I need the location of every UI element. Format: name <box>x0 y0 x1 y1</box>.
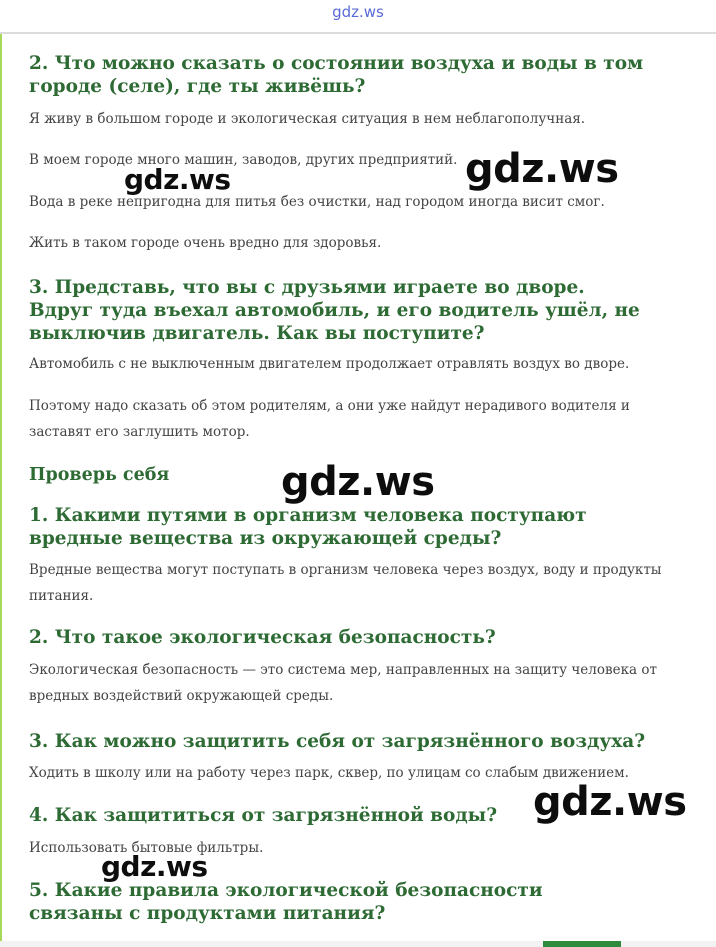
question-heading: 3. Как можно защитить себя от загрязнённого воздуха? <box>29 731 646 752</box>
left-accent-rule <box>0 34 2 947</box>
bottom-bar <box>0 941 716 947</box>
section-heading: Проверь себя <box>29 465 170 485</box>
question-heading: 3. Представь, что вы с друзьями играете во дворе. Вдруг туда въехал автомобиль, и его водитель ушёл, не выключив двигатель. Как вы поступите? <box>29 277 640 344</box>
answer-paragraph: Ходить в школу или на работу через парк, сквер, по улицам со слабым движением. <box>29 765 629 781</box>
answer-paragraph: Автомобиль с не выключенным двигателем продолжает отравлять воздух во дворе. <box>29 356 630 372</box>
answer-paragraph: Экологическая безопасность — это система мер, направленных на защиту человека от вредных воздействий окружающей среды. <box>29 662 657 704</box>
watermark: gdz.ws <box>124 163 231 196</box>
answer-paragraph: Поэтому надо сказать об этом родителям, а они уже найдут нерадивого водителя и заставят его заглушить мотор. <box>29 398 630 440</box>
question-heading: 4. Как защититься от загрязнённой воды? <box>29 805 498 826</box>
watermark: gdz.ws <box>465 146 619 192</box>
top-watermark: gdz.ws <box>332 3 384 21</box>
answer-paragraph: В моем городе много машин, заводов, других предприятий. <box>29 152 458 168</box>
top-divider <box>0 32 716 34</box>
watermark: gdz.ws <box>533 779 687 825</box>
question-heading: 2. Что можно сказать о состоянии воздуха и воды в том городе (селе), где ты живёшь? <box>29 53 644 97</box>
watermark: gdz.ws <box>101 850 208 883</box>
question-heading: 2. Что такое экологическая безопасность? <box>29 627 496 648</box>
bottom-button[interactable] <box>543 941 621 947</box>
answer-paragraph: Вредные вещества могут поступать в организм человека через воздух, воду и продукты питания. <box>29 562 662 604</box>
answer-paragraph: Вода в реке непригодна для питья без очистки, над городом иногда висит смог. <box>29 194 605 210</box>
question-heading: 5. Какие правила экологической безопасности связаны с продуктами питания? <box>29 880 543 924</box>
answer-paragraph: Я живу в большом городе и экологическая ситуация в нем неблагополучная. <box>29 111 586 127</box>
answer-paragraph: Жить в таком городе очень вредно для здоровья. <box>29 235 382 251</box>
answer-paragraph: Использовать бытовые фильтры. <box>29 840 264 856</box>
question-heading: 1. Какими путями в организм человека поступают вредные вещества из окружающей среды? <box>29 505 587 549</box>
watermark: gdz.ws <box>281 459 435 505</box>
